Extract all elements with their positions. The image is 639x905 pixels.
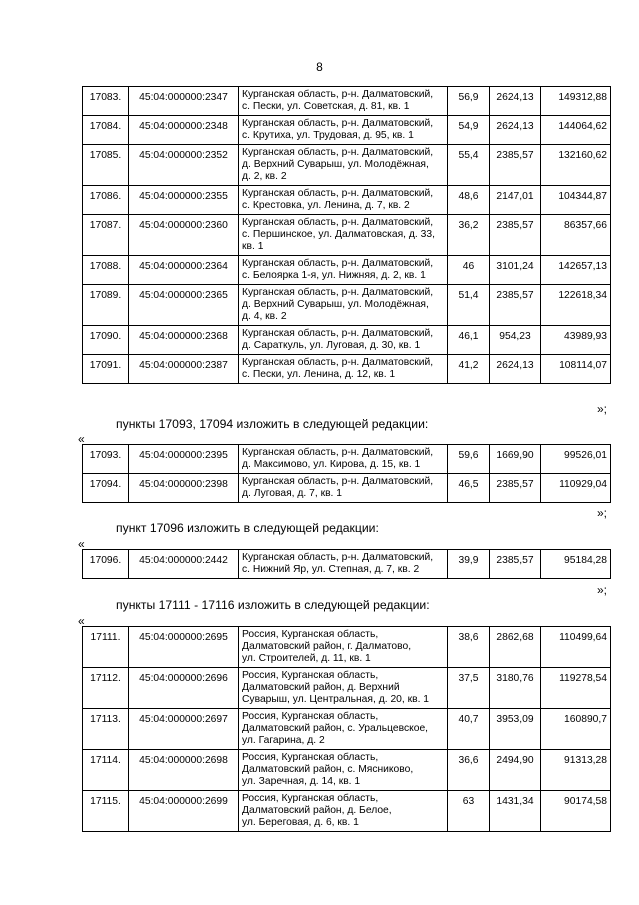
closing-quote: »; (596, 402, 607, 416)
area-cell: 36,2 (448, 215, 490, 256)
area-cell: 46,5 (448, 474, 490, 503)
unit-cost-cell: 2385,57 (490, 550, 541, 579)
cadastral-number-cell: 45:04:000000:2395 (129, 445, 239, 474)
cadastral-number-cell: 45:04:000000:2355 (129, 186, 239, 215)
cadastral-number-cell: 45:04:000000:2697 (129, 709, 239, 750)
unit-cost-cell: 3101,24 (490, 256, 541, 285)
area-cell: 46,1 (448, 326, 490, 355)
closing-quote: »; (596, 506, 607, 520)
table-row (83, 709, 611, 750)
entry-number-cell: 17111. (83, 627, 129, 668)
registry-table-4 (82, 626, 611, 832)
address-line: Далматовский район, г. Далматово, (242, 641, 412, 652)
address-line: Курганская область, р-н. Далматовский, (242, 188, 434, 199)
cadastral-value-cell: 119278,54 (541, 668, 611, 709)
cadastral-number-cell: 45:04:000000:2347 (129, 87, 239, 116)
cadastral-value-cell: 108114,07 (541, 355, 611, 384)
address-line: кв. 1 (242, 241, 264, 252)
area-cell: 59,6 (448, 445, 490, 474)
entry-number-cell: 17093. (83, 445, 129, 474)
address-line: Курганская область, р-н. Далматовский, (242, 258, 434, 269)
address-cell (239, 355, 448, 384)
page-number: 8 (316, 60, 323, 74)
unit-cost-cell: 2624,13 (490, 87, 541, 116)
address-line: Россия, Курганская область, (242, 670, 379, 681)
table-row (83, 355, 611, 384)
opening-quote: « (78, 614, 85, 628)
entry-number-cell: 17114. (83, 750, 129, 791)
cadastral-value-cell: 149312,88 (541, 87, 611, 116)
address-line: Курганская область, р-н. Далматовский, (242, 357, 434, 368)
entry-number-cell: 17115. (83, 791, 129, 832)
address-line: Далматовский район, с. Уральцевское, (242, 723, 429, 734)
unit-cost-cell: 2494,90 (490, 750, 541, 791)
address-line: Курганская область, р-н. Далматовский, (242, 147, 434, 158)
cadastral-number-cell: 45:04:000000:2442 (129, 550, 239, 579)
unit-cost-cell: 2624,13 (490, 355, 541, 384)
entry-number-cell: 17091. (83, 355, 129, 384)
address-cell (239, 474, 448, 503)
address-cell (239, 285, 448, 326)
unit-cost-cell: 3180,76 (490, 668, 541, 709)
registry-table-3 (82, 549, 611, 579)
area-cell: 63 (448, 791, 490, 832)
table-row (83, 285, 611, 326)
amendment-text: пункт 17096 изложить в следующей редакции: (116, 521, 379, 535)
cadastral-value-cell: 95184,28 (541, 550, 611, 579)
address-line: Россия, Курганская область, (242, 711, 379, 722)
address-line: с. Нижний Яр, ул. Степная, д. 7, кв. 2 (242, 564, 420, 575)
cadastral-value-cell: 110499,64 (541, 627, 611, 668)
cadastral-number-cell: 45:04:000000:2699 (129, 791, 239, 832)
unit-cost-cell: 1431,34 (490, 791, 541, 832)
entry-number-cell: 17112. (83, 668, 129, 709)
address-line: Россия, Курганская область, (242, 793, 379, 804)
unit-cost-cell: 2385,57 (490, 474, 541, 503)
opening-quote: « (78, 537, 85, 551)
address-line: д. Верхний Суварыш, ул. Молодёжная, (242, 299, 429, 310)
address-cell (239, 145, 448, 186)
area-cell: 54,9 (448, 116, 490, 145)
address-line: Курганская область, р-н. Далматовский, (242, 287, 434, 298)
registry-table-1 (82, 86, 611, 384)
entry-number-cell: 17090. (83, 326, 129, 355)
address-line: Далматовский район, д. Верхний (242, 682, 400, 693)
address-cell (239, 186, 448, 215)
entry-number-cell: 17089. (83, 285, 129, 326)
address-line: д. Луговая, д. 7, кв. 1 (242, 488, 342, 499)
address-line: д. Сараткуль, ул. Луговая, д. 30, кв. 1 (242, 340, 421, 351)
cadastral-value-cell: 90174,58 (541, 791, 611, 832)
cadastral-number-cell: 45:04:000000:2387 (129, 355, 239, 384)
address-cell (239, 709, 448, 750)
area-cell: 37,5 (448, 668, 490, 709)
unit-cost-cell: 2862,68 (490, 627, 541, 668)
table-row (83, 215, 611, 256)
table-row (83, 87, 611, 116)
table-row (83, 445, 611, 474)
table-row (83, 186, 611, 215)
address-line: ул. Гагарина, д. 2 (242, 735, 325, 746)
table-row (83, 550, 611, 579)
address-line: Далматовский район, д. Белое, (242, 805, 392, 816)
area-cell: 48,6 (448, 186, 490, 215)
cadastral-number-cell: 45:04:000000:2696 (129, 668, 239, 709)
area-cell: 36,6 (448, 750, 490, 791)
entry-number-cell: 17088. (83, 256, 129, 285)
address-line: с. Крестовка, ул. Ленина, д. 7, кв. 2 (242, 200, 410, 211)
cadastral-number-cell: 45:04:000000:2364 (129, 256, 239, 285)
address-line: Курганская область, р-н. Далматовский, (242, 328, 434, 339)
cadastral-value-cell: 99526,01 (541, 445, 611, 474)
unit-cost-cell: 2147,01 (490, 186, 541, 215)
closing-quote: »; (596, 583, 607, 597)
area-cell: 56,9 (448, 87, 490, 116)
area-cell: 39,9 (448, 550, 490, 579)
address-cell (239, 87, 448, 116)
cadastral-number-cell: 45:04:000000:2360 (129, 215, 239, 256)
area-cell: 46 (448, 256, 490, 285)
cadastral-value-cell: 144064,62 (541, 116, 611, 145)
address-line: с. Першинское, ул. Далматовская, д. 33, (242, 229, 435, 240)
table-row (83, 326, 611, 355)
address-line: Суварыш, ул. Центральная, д. 20, кв. 1 (242, 694, 430, 705)
address-line: с. Белоярка 1-я, ул. Нижняя, д. 2, кв. 1 (242, 270, 426, 281)
opening-quote: « (78, 432, 85, 446)
entry-number-cell: 17094. (83, 474, 129, 503)
entry-number-cell: 17085. (83, 145, 129, 186)
address-line: Россия, Курганская область, (242, 752, 379, 763)
address-line: Курганская область, р-н. Далматовский, (242, 89, 434, 100)
cadastral-number-cell: 45:04:000000:2348 (129, 116, 239, 145)
cadastral-number-cell: 45:04:000000:2698 (129, 750, 239, 791)
table-row (83, 627, 611, 668)
cadastral-value-cell: 142657,13 (541, 256, 611, 285)
unit-cost-cell: 2385,57 (490, 145, 541, 186)
cadastral-value-cell: 122618,34 (541, 285, 611, 326)
cadastral-value-cell: 104344,87 (541, 186, 611, 215)
cadastral-number-cell: 45:04:000000:2365 (129, 285, 239, 326)
address-line: с. Пески, ул. Ленина, д. 12, кв. 1 (242, 369, 396, 380)
cadastral-number-cell: 45:04:000000:2368 (129, 326, 239, 355)
address-line: с. Крутиха, ул. Трудовая, д. 95, кв. 1 (242, 130, 414, 141)
entry-number-cell: 17087. (83, 215, 129, 256)
amendment-text: пункты 17093, 17094 изложить в следующей редакции: (116, 417, 429, 431)
address-line: д. Максимово, ул. Кирова, д. 15, кв. 1 (242, 459, 421, 470)
address-line: ул. Береговая, д. 6, кв. 1 (242, 817, 359, 828)
table-row (83, 256, 611, 285)
table-row (83, 474, 611, 503)
entry-number-cell: 17084. (83, 116, 129, 145)
address-line: с. Пески, ул. Советская, д. 81, кв. 1 (242, 101, 410, 112)
address-line: ул. Заречная, д. 14, кв. 1 (242, 776, 361, 787)
address-cell (239, 445, 448, 474)
entry-number-cell: 17083. (83, 87, 129, 116)
cadastral-value-cell: 91313,28 (541, 750, 611, 791)
address-line: ул. Строителей, д. 11, кв. 1 (242, 653, 371, 664)
address-line: Курганская область, р-н. Далматовский, (242, 447, 434, 458)
area-cell: 38,6 (448, 627, 490, 668)
cadastral-value-cell: 110929,04 (541, 474, 611, 503)
area-cell: 40,7 (448, 709, 490, 750)
entry-number-cell: 17086. (83, 186, 129, 215)
cadastral-value-cell: 132160,62 (541, 145, 611, 186)
address-line: д. 4, кв. 2 (242, 311, 287, 322)
unit-cost-cell: 2385,57 (490, 215, 541, 256)
table-row (83, 116, 611, 145)
unit-cost-cell: 954,23 (490, 326, 541, 355)
cadastral-value-cell: 43989,93 (541, 326, 611, 355)
address-line: Курганская область, р-н. Далматовский, (242, 118, 434, 129)
unit-cost-cell: 2385,57 (490, 285, 541, 326)
address-line: Курганская область, р-н. Далматовский, (242, 217, 434, 228)
table-row (83, 145, 611, 186)
area-cell: 55,4 (448, 145, 490, 186)
table-row (83, 750, 611, 791)
address-cell (239, 750, 448, 791)
cadastral-number-cell: 45:04:000000:2352 (129, 145, 239, 186)
address-line: Курганская область, р-н. Далматовский, (242, 552, 434, 563)
table-row (83, 791, 611, 832)
cadastral-number-cell: 45:04:000000:2398 (129, 474, 239, 503)
address-cell (239, 791, 448, 832)
address-line: Курганская область, р-н. Далматовский, (242, 476, 434, 487)
address-line: д. Верхний Суварыш, ул. Молодёжная, (242, 159, 429, 170)
area-cell: 41,2 (448, 355, 490, 384)
address-line: д. 2, кв. 2 (242, 171, 287, 182)
address-cell (239, 256, 448, 285)
amendment-text: пункты 17111 - 17116 изложить в следующей редакции: (116, 598, 430, 612)
entry-number-cell: 17096. (83, 550, 129, 579)
address-cell (239, 550, 448, 579)
address-line: Россия, Курганская область, (242, 629, 379, 640)
area-cell: 51,4 (448, 285, 490, 326)
cadastral-number-cell: 45:04:000000:2695 (129, 627, 239, 668)
address-line: Далматовский район, с. Мясниково, (242, 764, 414, 775)
cadastral-value-cell: 160890,7 (541, 709, 611, 750)
unit-cost-cell: 3953,09 (490, 709, 541, 750)
address-cell (239, 326, 448, 355)
registry-table-2 (82, 444, 611, 503)
address-cell (239, 116, 448, 145)
unit-cost-cell: 2624,13 (490, 116, 541, 145)
table-row (83, 668, 611, 709)
unit-cost-cell: 1669,90 (490, 445, 541, 474)
cadastral-value-cell: 86357,66 (541, 215, 611, 256)
entry-number-cell: 17113. (83, 709, 129, 750)
address-cell (239, 215, 448, 256)
address-cell (239, 668, 448, 709)
address-cell (239, 627, 448, 668)
